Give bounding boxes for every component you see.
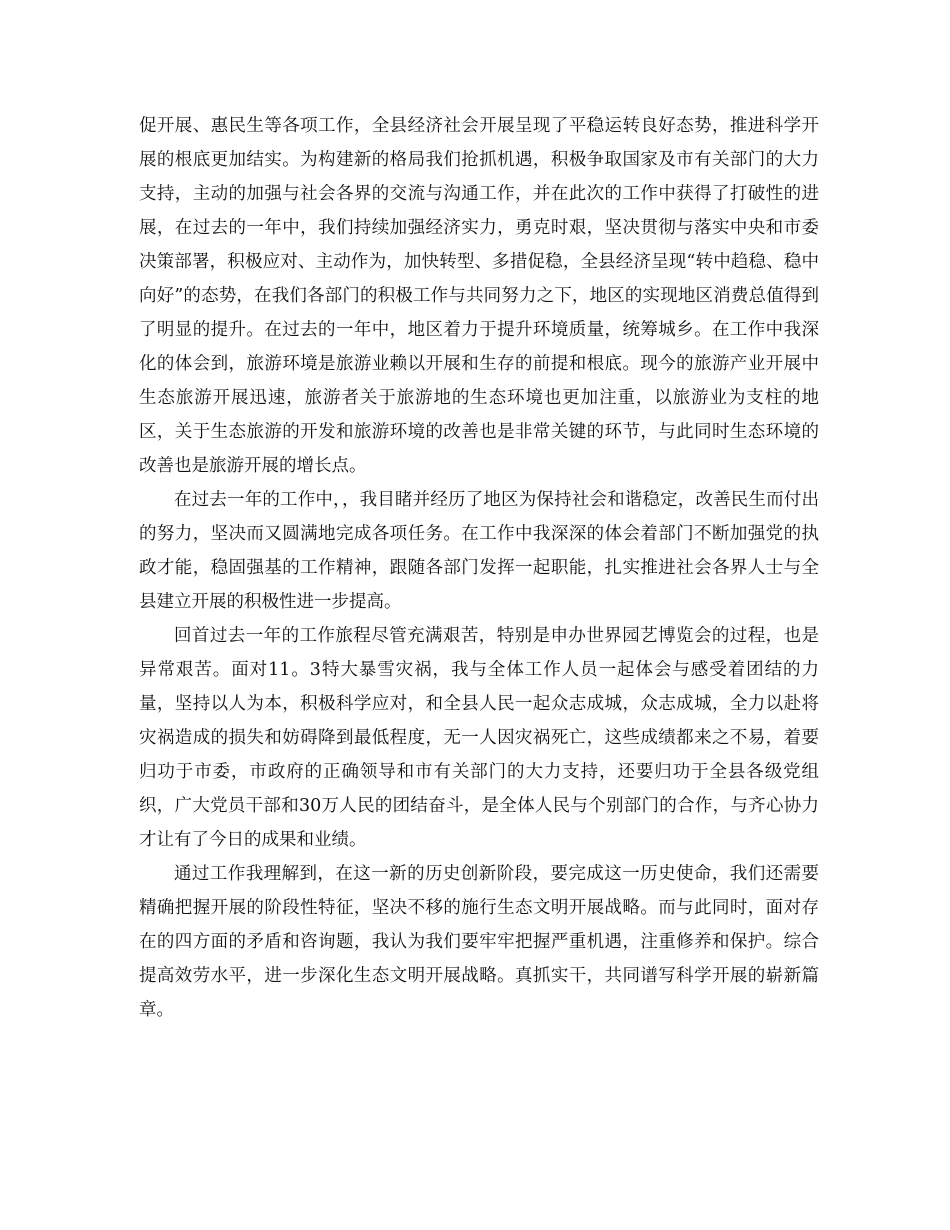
paragraph-3: 回首过去一年的工作旅程尽管充满艰苦，特别是申办世界园艺博览会的过程，也是异常艰苦。面对11。3特大暴雪灾祸，我与全体工作人员一起体会与感受着团结的力量，坚持以人为本，积极科学应对，和全县人民一起众志成城，众志成城，全力以赴将灾祸造成的损失和妨碍降到最低程度，无一人因灾祸死亡，这些成绩都来之不易，着要归功于市委，市政府的正确领导和市有关部门的大力支持，还要归功于全县各级党组织，广大党员干部和30万人民的团结奋斗，是全体人民与个别部门的合作，与齐心协力才让有了今日的成果和业绩。: [139, 626, 819, 850]
paragraph-1: 促开展、惠民生等各项工作，全县经济社会开展呈现了平稳运转良好态势，推进科学开展的根底更加结实。为构建新的格局我们抢抓机遇，积极争取国家及市有关部门的大力支持，主动的加强与社会各界的交流与沟通工作，并在此次的工作中获得了打破性的进展，在过去的一年中，我们持续加强经济实力，勇克时艰，坚决贯彻与落实中央和市委决策部署，积极应对、主动作为，加快转型、多措促稳，全县经济呈现“转中趋稳、稳中向好”的态势，在我们各部门的积极工作与共同努力之下，地区的实现地区消费总值得到了明显的提升。在过去的一年中，地区着力于提升环境质量，统筹城乡。在工作中我深化的体会到，旅游环境是旅游业赖以开展和生存的前提和根底。现今的旅游产业开展中生态旅游开展迅速，旅游者关于旅游地的生态环境也更加注重，以旅游业为支柱的地区，关于生态旅游的开发和旅游环境的改善也是非常关键的环节，与此同时生态环境的改善也是旅游开展的增长点。: [139, 116, 819, 476]
paragraph-2: 在过去一年的工作中，，我目睹并经历了地区为保持社会和谐稳定，改善民生而付出的努力，坚决而又圆满地完成各项任务。在工作中我深深的体会着部门不断加强党的执政才能，稳固强基的工作精神，跟随各部门发挥一起职能，扎实推进社会各界人士与全县建立开展的积极性进一步提高。: [139, 490, 819, 612]
paragraph-4: 通过工作我理解到，在这一新的历史创新阶段，要完成这一历史使命，我们还需要精确把握开展的阶段性特征，坚决不移的施行生态文明开展战略。而与此同时，面对存在的四方面的矛盾和咨询题，我认为我们要牢牢把握严重机遇，注重修养和保护。综合提高效劳水平，进一步深化生态文明开展战略。真抓实干，共同谱写科学开展的崭新篇章。: [139, 864, 819, 1020]
document-body: [139, 109, 819, 1027]
